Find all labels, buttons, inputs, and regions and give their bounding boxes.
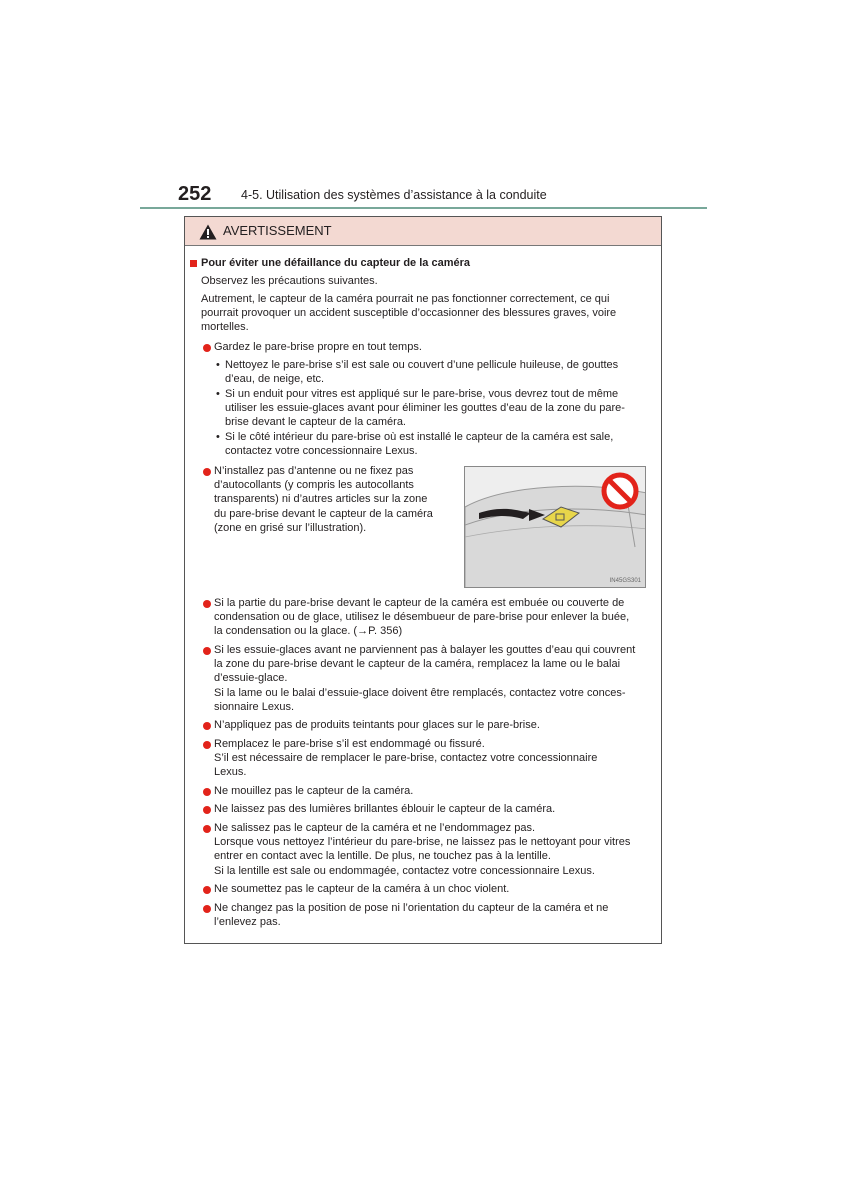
sub-line: Si un enduit pour vitres est appliqué sur le pare-brise, vous devrez tout de même — [225, 388, 619, 400]
item-line: entrer en contact avec la lentille. De plus, ne touchez pas à la lentille. — [214, 850, 551, 863]
sub-line: Si le côté intérieur du pare-brise où est installé le capteur de la caméra est sale, — [225, 431, 614, 443]
section-title: Pour éviter une défaillance du capteur de la caméra — [201, 257, 470, 269]
warning-header — [185, 217, 661, 246]
item-line: S’il est nécessaire de remplacer le pare-brise, contactez votre concessionnaire — [214, 752, 598, 765]
bullet-dot — [203, 600, 211, 608]
item-paragraph — [214, 901, 657, 929]
bullet-dot — [203, 344, 211, 352]
bullet-dot — [203, 905, 211, 913]
item-line: du pare-brise devant le capteur de la caméra — [214, 507, 433, 520]
item-line: d’essuie-glace. — [214, 672, 288, 685]
intro-line: mortelles. — [201, 321, 249, 334]
intro-line: pourrait provoquer un accident susceptible d’occasionner des blessures graves, voire — [201, 307, 617, 320]
bullet-dot — [203, 647, 211, 655]
bullet-dot — [203, 788, 211, 796]
intro-line: Autrement, le capteur de la caméra pourrait ne pas fonctionner correctement, ce qui — [201, 293, 610, 305]
item-line: la zone du pare-brise devant le capteur de la caméra, remplacez la lame ou le balai — [214, 658, 621, 671]
item-line: la condensation ou la glace. (→P. 356) — [214, 625, 403, 638]
page-number: 252 — [178, 183, 212, 205]
sub-item — [225, 430, 657, 458]
header-rule — [140, 207, 707, 209]
warning-title: AVERTISSEMENT — [223, 223, 332, 238]
item-line: condensation ou de glace, utilisez le désembueur de pare-brise pour enlever la buée, — [214, 611, 630, 624]
windshield-illustration — [464, 466, 646, 588]
sub-bullet: • — [216, 388, 220, 400]
item-paragraph — [214, 643, 657, 714]
windshield-sketch — [465, 467, 646, 588]
bullet-dot — [203, 722, 211, 730]
sub-bullet: • — [216, 359, 220, 371]
item-line: Si la lame ou le balai d’essuie-glace doivent être remplacés, contactez votre conces- — [214, 686, 626, 699]
item-line: transparents) ni d’autres articles sur la zone — [214, 493, 428, 506]
sub-line: utiliser les essuie-glaces avant pour éliminer les gouttes d’eau de la zone du pare- — [225, 402, 625, 415]
item-line: sionnaire Lexus. — [214, 700, 295, 713]
item-line: Si la lentille est sale ou endommagée, contactez votre concessionnaire Lexus. — [214, 864, 595, 877]
item-paragraph — [214, 464, 452, 535]
sub-line: d’eau, de neige, etc. — [225, 373, 325, 386]
intro-paragraph — [201, 292, 653, 335]
item-text: Ne laissez pas des lumières brillantes éblouir le capteur de la caméra. — [214, 803, 556, 815]
bullet-dot — [203, 806, 211, 814]
figure-code: IN45GS301 — [609, 578, 641, 584]
item-line: Ne salissez pas le capteur de la caméra et ne l’endommagez pas. — [214, 822, 536, 834]
item-line: Remplacez le pare-brise s’il est endommagé ou fissuré. — [214, 738, 485, 750]
item-line: Lorsque vous nettoyez l’intérieur du pare-brise, ne laissez pas le nettoyant pour vitres — [214, 836, 631, 849]
warning-triangle-icon — [199, 224, 217, 240]
item-paragraph — [214, 596, 657, 639]
chapter-title: 4-5. Utilisation des systèmes d’assistance à la conduite — [241, 188, 547, 202]
bullet-dot — [203, 886, 211, 894]
bullet-dot — [203, 825, 211, 833]
item-paragraph — [214, 821, 657, 878]
item-line: Lexus. — [214, 766, 247, 779]
sub-bullet: • — [216, 431, 220, 443]
item-text: Gardez le pare-brise propre en tout temps. — [214, 341, 422, 353]
sub-line: Nettoyez le pare-brise s’il est sale ou couvert d’une pellicule huileuse, de gouttes — [225, 359, 619, 371]
sub-item — [225, 387, 657, 430]
sub-line: contactez votre concessionnaire Lexus. — [225, 445, 418, 458]
item-line: d’autocollants (y compris les autocollants — [214, 479, 414, 492]
item-paragraph — [214, 737, 657, 780]
sub-line: brise devant le capteur de la caméra. — [225, 416, 406, 429]
item-line: l’enlevez pas. — [214, 916, 281, 929]
bullet-dot — [203, 741, 211, 749]
page-header — [140, 183, 707, 209]
item-line: Si la partie du pare-brise devant le capteur de la caméra est embuée ou couverte de — [214, 597, 625, 609]
item-line: Si les essuie-glaces avant ne parviennent pas à balayer les gouttes d’eau qui couvrent — [214, 644, 636, 656]
item-text: Ne mouillez pas le capteur de la caméra. — [214, 785, 414, 797]
intro-text: Observez les précautions suivantes. — [201, 275, 378, 287]
sub-item — [225, 358, 657, 386]
item-text: N’appliquez pas de produits teintants pour glaces sur le pare-brise. — [214, 719, 540, 731]
item-line: Ne changez pas la position de pose ni l’orientation du capteur de la caméra et ne — [214, 902, 609, 914]
bullet-dot — [203, 468, 211, 476]
item-text: Ne soumettez pas le capteur de la caméra à un choc violent. — [214, 883, 510, 895]
section-square-bullet — [190, 260, 197, 267]
item-line: N’installez pas d’antenne ou ne fixez pas — [214, 465, 414, 477]
item-line: (zone en grisé sur l’illustration). — [214, 521, 367, 534]
